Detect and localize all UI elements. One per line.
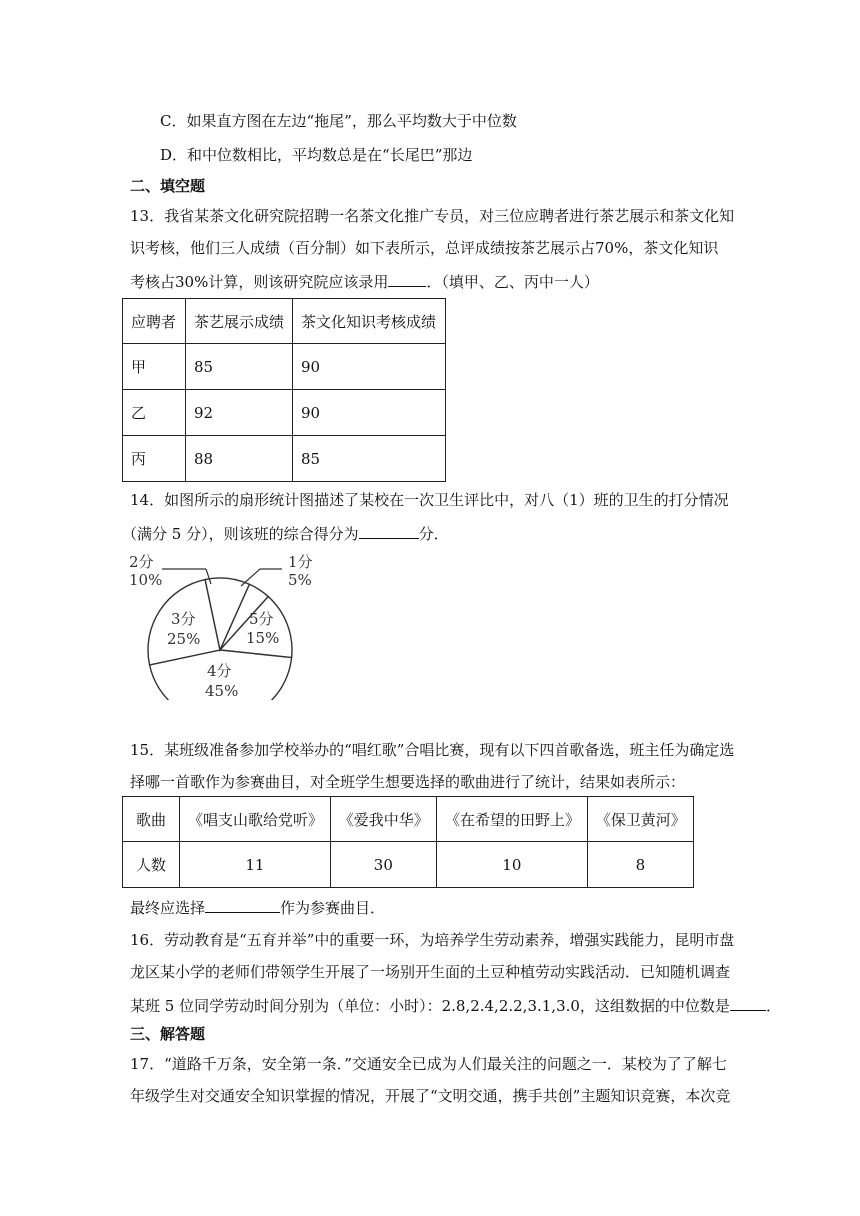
table-cell: 85 xyxy=(186,344,293,390)
q14-line2-tail: 分． xyxy=(418,525,449,543)
section-heading-answer: 三、解答题 xyxy=(130,1025,206,1043)
answer-blank xyxy=(205,896,280,913)
q14-line2-text: （满分 5 分），则该班的综合得分为 xyxy=(122,525,359,543)
q16-line1: 16．劳动教育是“五育并举”中的重要一环，为培养学生劳动素养，增强实践能力，昆明市盘 xyxy=(130,931,735,949)
table-cell: 92 xyxy=(186,390,293,436)
q16-line3 xyxy=(130,994,781,1016)
pie-pct-5: 15% xyxy=(246,629,280,647)
table-header: 应聘者 xyxy=(123,299,186,344)
q13-line1: 13．我省某茶文化研究院招聘一名茶文化推广专员，对三位应聘者进行茶艺展示和茶文化知 xyxy=(130,207,735,225)
table-cell: 30 xyxy=(330,842,436,888)
table-cell: 11 xyxy=(180,842,331,888)
pie-label-1: 1分 xyxy=(288,553,313,571)
q15-after xyxy=(130,896,385,918)
q13-line3-tail: ．（填甲、乙、丙中一人） xyxy=(426,273,599,291)
q15-line2: 择哪一首歌作为参赛曲目，对全班学生想要选择的歌曲进行了统计，结果如表所示： xyxy=(130,773,686,791)
option-d: D．和中位数相比，平均数总是在“长尾巴”那边 xyxy=(160,146,473,164)
q16-line3-tail: ． xyxy=(765,997,781,1015)
table-header: 《唱支山歌给党听》 xyxy=(180,797,331,842)
table-header: 《在希望的田野上》 xyxy=(436,797,587,842)
q14-line1: 14．如图所示的扇形统计图描述了某校在一次卫生评比中，对八（1）班的卫生的打分情况 xyxy=(130,491,729,509)
answer-blank xyxy=(359,522,419,539)
answer-blank xyxy=(388,270,426,287)
pie-label-4: 4分 xyxy=(207,662,232,680)
table-header: 《爱我中华》 xyxy=(330,797,436,842)
pie-pct-3: 25% xyxy=(167,630,201,648)
table-header: 《保卫黄河》 xyxy=(587,797,693,842)
table-cell: 甲 xyxy=(123,344,186,390)
q17-line1: 17．“道路千万条，安全第一条．”交通安全已成为人们最关注的问题之一．某校为了了解七 xyxy=(130,1055,727,1073)
table-cell: 85 xyxy=(293,436,446,482)
pie-label-2: 2分 xyxy=(129,553,154,571)
q15-song-table xyxy=(122,796,694,888)
table-cell: 90 xyxy=(293,344,446,390)
leader-line-1 xyxy=(241,569,260,586)
q16-line2: 龙区某小学的老师们带领学生开展了一场别开生面的土豆种植劳动实践活动．已知随机调查 xyxy=(130,963,731,981)
table-cell: 90 xyxy=(293,390,446,436)
q13-line3 xyxy=(130,270,599,292)
table-cell: 10 xyxy=(436,842,587,888)
q13-score-table xyxy=(122,298,446,482)
option-c: C．如果直方图在左边“拖尾”，那么平均数大于中位数 xyxy=(160,112,517,130)
pie-label-5: 5分 xyxy=(249,610,274,628)
q15-after-text: 最终应选择 xyxy=(130,899,206,917)
table-header: 歌曲 xyxy=(123,797,180,842)
section-heading-fill-blank: 二、填空题 xyxy=(130,177,206,195)
table-cell: 88 xyxy=(186,436,293,482)
table-cell: 8 xyxy=(587,842,693,888)
pie-pct-4: 45% xyxy=(205,682,239,700)
table-cell: 乙 xyxy=(123,390,186,436)
answer-blank xyxy=(730,994,766,1011)
table-header: 茶文化知识考核成绩 xyxy=(293,299,446,344)
pie-pct-1: 5% xyxy=(288,571,312,589)
table-cell: 人数 xyxy=(123,842,180,888)
pie-chart xyxy=(122,550,322,700)
q17-line2: 年级学生对交通安全知识掌握的情况，开展了“文明交通，携手共创”主题知识竞赛，本次竞 xyxy=(130,1087,731,1105)
table-cell: 丙 xyxy=(123,436,186,482)
q13-line2: 识考核，他们三人成绩（百分制）如下表所示，总评成绩按茶艺展示占70%，茶文化知识 xyxy=(130,239,719,257)
q15-line1: 15．某班级准备参加学校举办的“唱红歌”合唱比赛，现有以下四首歌备选，班主任为确定选 xyxy=(130,741,735,759)
table-header: 茶艺展示成绩 xyxy=(186,299,293,344)
q16-line3-text: 某班 5 位同学劳动时间分别为（单位：小时）：2.8,2.4,2.2,3.1,3.0，这组数据的中位数是 xyxy=(130,997,730,1015)
q14-line2 xyxy=(122,522,449,544)
q15-after-tail: 作为参赛曲目． xyxy=(280,899,386,917)
pie-pct-2: 10% xyxy=(129,571,163,589)
pie-label-3: 3分 xyxy=(171,610,196,628)
q13-line3-text: 考核占30%计算，则该研究院应该录用 xyxy=(130,273,389,291)
